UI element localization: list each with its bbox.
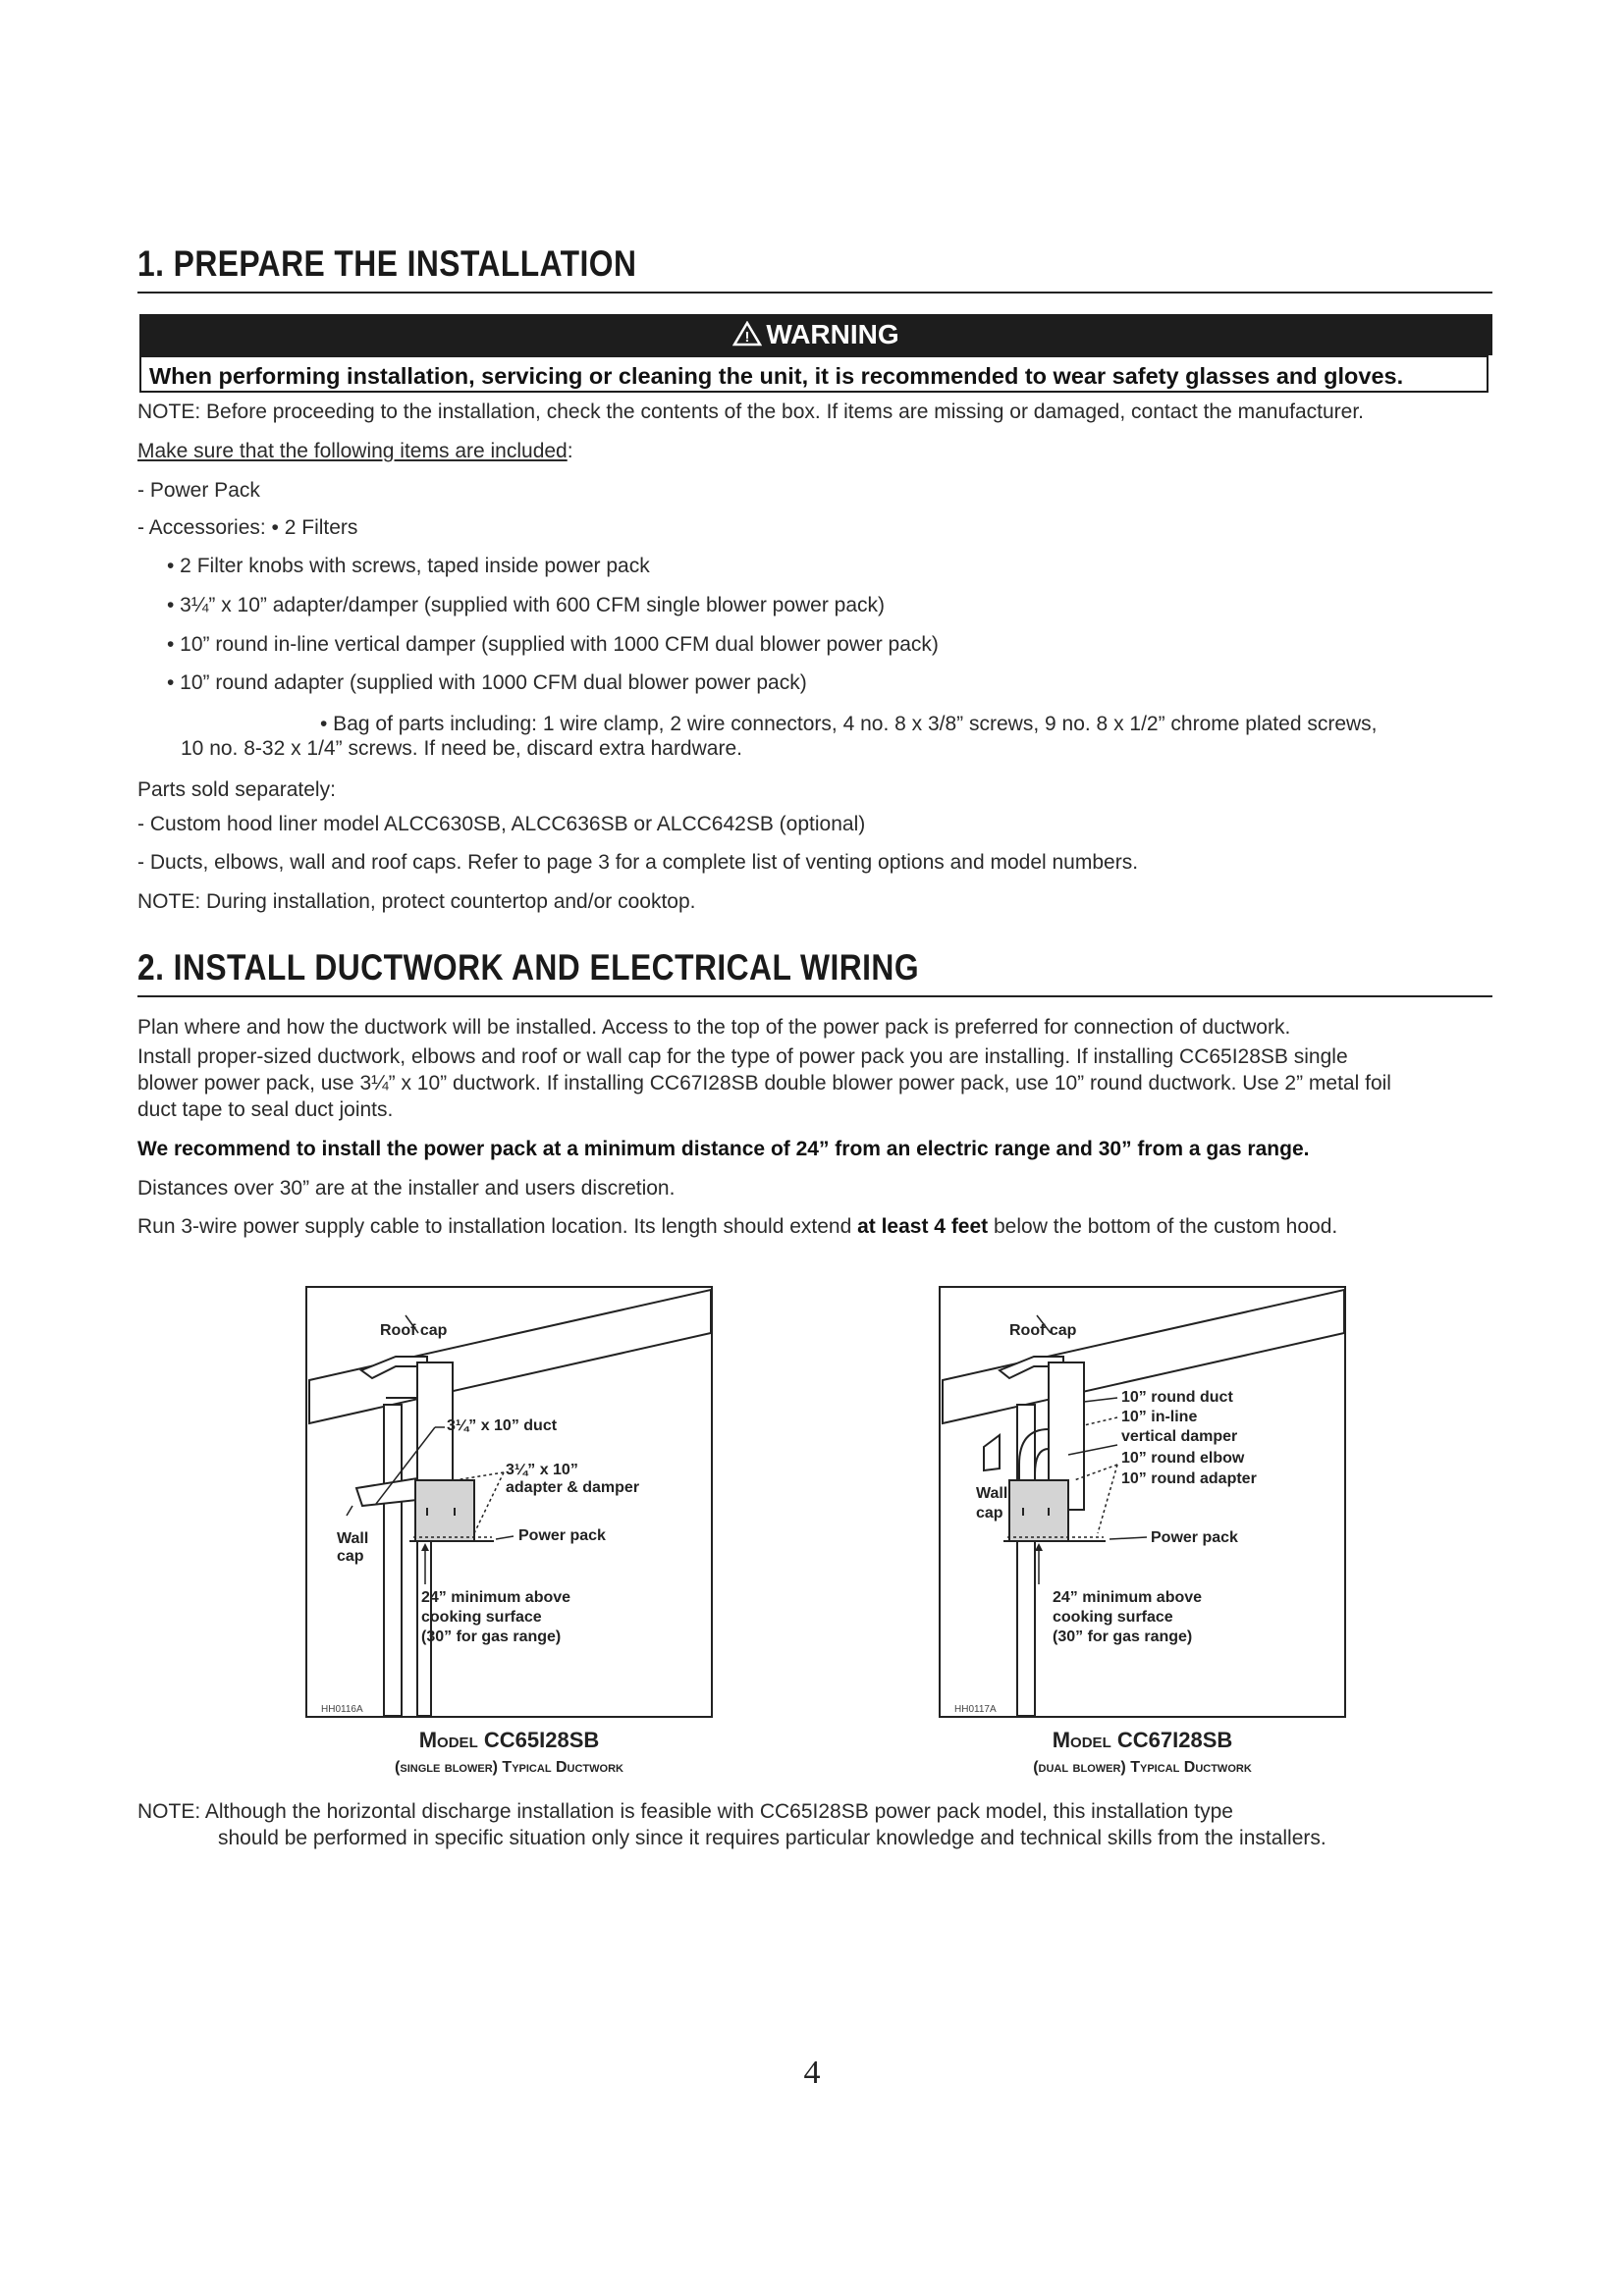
- install-line-3: duct tape to seal duct joints.: [137, 1098, 394, 1121]
- list-item: • 10” round adapter (supplied with 1000 CFM dual blower power pack): [167, 671, 807, 694]
- bottom-note-line-2: should be performed in specific situation only since it requires particular knowledge and technical skills from the installers.: [218, 1827, 1326, 1849]
- caption-sub-a: (dual blower): [1033, 1759, 1126, 1776]
- label-inline-1: 10” in-line: [1121, 1409, 1198, 1425]
- included-heading: [137, 438, 573, 465]
- note-protect: NOTE: During installation, protect countertop and/or cooktop.: [137, 890, 696, 913]
- label-min-1: 24” minimum above: [1053, 1589, 1203, 1606]
- label-min-1: 24” minimum above: [421, 1589, 571, 1606]
- label-adapter-2: adapter & damper: [506, 1479, 640, 1496]
- section-2-rule: [137, 995, 1492, 997]
- label-roof-cap: Roof cap: [1009, 1322, 1077, 1339]
- caption-sub-dual: [939, 1759, 1346, 1777]
- label-wall-1: Wall: [976, 1485, 1008, 1502]
- caption-sub-a: (single blower): [395, 1759, 498, 1776]
- label-elbow: 10” round elbow: [1121, 1450, 1245, 1467]
- warning-triangle-icon: [732, 321, 762, 347]
- label-roof-cap: Roof cap: [380, 1322, 448, 1339]
- run-cable-text: [137, 1213, 1337, 1241]
- label-round-duct: 10” round duct: [1121, 1389, 1233, 1406]
- caption-model-code: CC67I28SB: [1116, 1728, 1233, 1752]
- figure-code: HH0116A: [321, 1704, 363, 1715]
- run-cable-post: below the bottom of the custom hood.: [988, 1215, 1338, 1238]
- label-min-3: (30” for gas range): [421, 1629, 562, 1645]
- page-number: 4: [803, 2055, 821, 2091]
- list-item: • 10” round in-line vertical damper (supplied with 1000 CFM dual blower power pack): [167, 633, 939, 656]
- bag-line-1: • Bag of parts including: 1 wire clamp, 2 wire connectors, 4 no. 8 x 3/8” screws, 9 no. 8 x 1/2” chrome plated screws,: [320, 713, 1378, 735]
- diagram-dual-blower: [939, 1286, 1346, 1718]
- caption-sub-b: Typical Ductwork: [502, 1759, 623, 1776]
- figure-code: HH0117A: [954, 1704, 997, 1715]
- run-cable-pre: Run 3-wire power supply cable to installation location. Its length should extend: [137, 1215, 858, 1238]
- bottom-note-line-1: NOTE: Although the horizontal discharge installation is feasible with CC65I28SB power pack model, this installation type: [137, 1800, 1233, 1823]
- caption-model-single: [305, 1728, 713, 1753]
- distances-text: Distances over 30” are at the installer and users discretion.: [137, 1177, 676, 1200]
- label-min-2: cooking surface: [421, 1609, 542, 1626]
- warning-banner: [139, 314, 1492, 355]
- install-line-2: blower power pack, use 3¼” x 10” ductwork. If installing CC67I28SB double blower power pack, use 10” round ductwork. Use 2” metal foil: [137, 1072, 1391, 1095]
- label-power-pack: Power pack: [518, 1527, 606, 1544]
- ductwork-illustration-single: [307, 1288, 711, 1716]
- svg-text:!: !: [744, 329, 750, 346]
- note-contents: NOTE: Before proceeding to the installation, check the contents of the box. If items are missing or damaged, contact the manufacturer.: [137, 400, 1364, 423]
- list-item: • 2 Filter knobs with screws, taped inside power pack: [167, 555, 650, 577]
- recommend-text: We recommend to install the power pack at a minimum distance of 24” from an electric range and 30” from a gas range.: [137, 1138, 1310, 1160]
- plan-paragraph: Plan where and how the ductwork will be installed. Access to the top of the power pack is preferred for connection of ductwork.: [137, 1016, 1291, 1039]
- caption-sub-b: Typical Ductwork: [1130, 1759, 1252, 1776]
- label-wall-2: cap: [337, 1548, 364, 1565]
- label-inline-2: vertical damper: [1121, 1428, 1238, 1445]
- caption-model-dual: [939, 1728, 1346, 1753]
- label-min-2: cooking surface: [1053, 1609, 1173, 1626]
- warning-title: WARNING: [766, 319, 899, 349]
- label-min-3: (30” for gas range): [1053, 1629, 1193, 1645]
- list-item: - Power Pack: [137, 479, 260, 502]
- label-power-pack: Power pack: [1151, 1529, 1238, 1546]
- run-cable-bold: at least 4 feet: [857, 1215, 989, 1238]
- section-1-rule: [137, 292, 1492, 294]
- diagram-single-blower: [305, 1286, 713, 1718]
- caption-model-code: CC65I28SB: [483, 1728, 600, 1752]
- caption-model-word: Model: [1052, 1728, 1111, 1752]
- section-1-title: 1. PREPARE THE INSTALLATION: [137, 243, 637, 284]
- label-adapter-1: 3¼” x 10”: [506, 1462, 578, 1478]
- included-heading-text: Make sure that the following items are included: [137, 440, 568, 462]
- label-wall-1: Wall: [337, 1530, 369, 1547]
- section-2-title: 2. INSTALL DUCTWORK AND ELECTRICAL WIRING: [137, 947, 920, 988]
- warning-text: When performing installation, servicing or cleaning the unit, it is recommended to wear safety glasses and gloves.: [139, 355, 1489, 393]
- caption-sub-single: [305, 1759, 713, 1777]
- list-item: - Accessories: • 2 Filters: [137, 516, 358, 539]
- list-item: • 3¼” x 10” adapter/damper (supplied with 600 CFM single blower power pack): [167, 594, 886, 616]
- list-item: - Custom hood liner model ALCC630SB, ALCC636SB or ALCC642SB (optional): [137, 813, 866, 835]
- caption-model-word: Model: [418, 1728, 478, 1752]
- label-round-adapter: 10” round adapter: [1121, 1470, 1257, 1487]
- bag-line-2: 10 no. 8-32 x 1/4” screws. If need be, discard extra hardware.: [181, 737, 742, 760]
- label-duct: 3¼” x 10” duct: [447, 1417, 558, 1434]
- install-line-1: Install proper-sized ductwork, elbows and roof or wall cap for the type of power pack you are installing. If installing CC65I28SB single: [137, 1045, 1348, 1068]
- list-item: - Ducts, elbows, wall and roof caps. Refer to page 3 for a complete list of venting options and model numbers.: [137, 851, 1139, 874]
- included-heading-colon: :: [567, 440, 573, 462]
- sold-separately-heading: Parts sold separately:: [137, 778, 336, 801]
- label-wall-2: cap: [976, 1505, 1003, 1522]
